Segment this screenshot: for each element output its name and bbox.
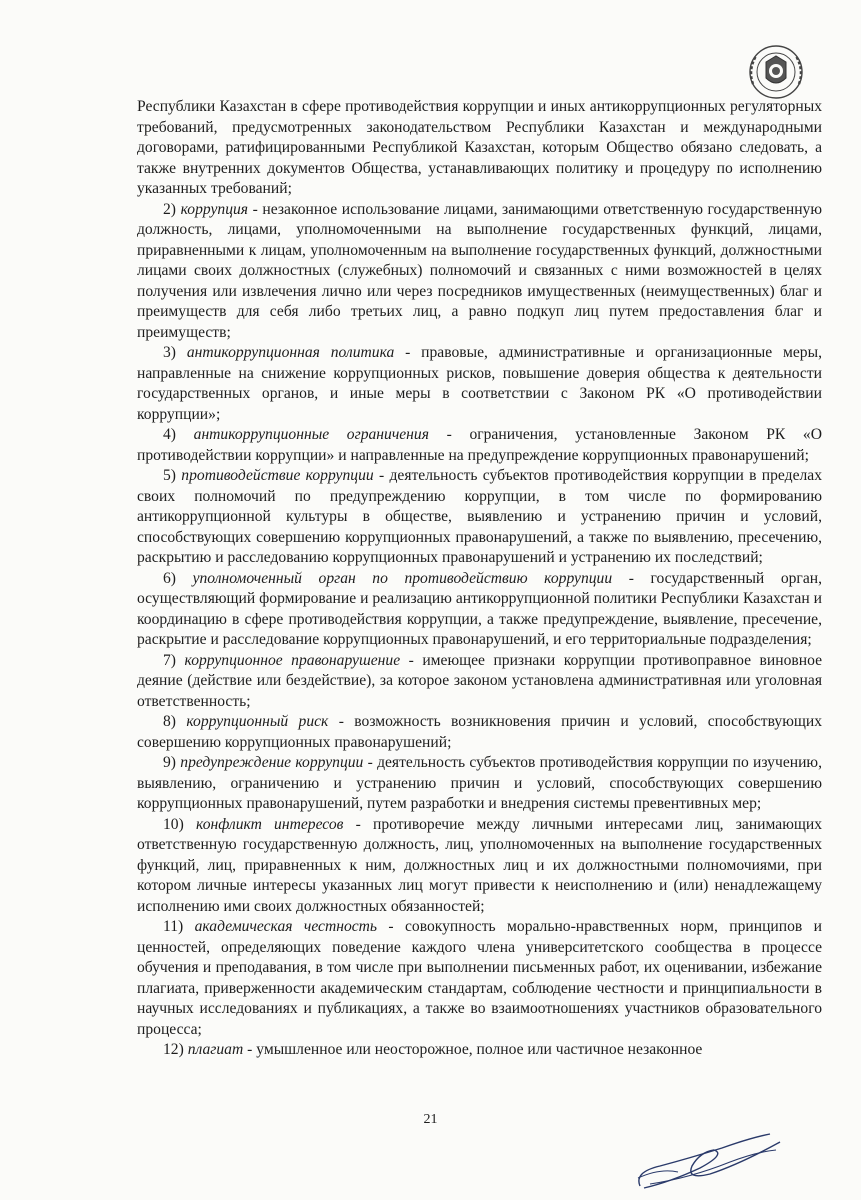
handwritten-signature bbox=[630, 1128, 790, 1194]
definition-text: незаконное использование лицами, занимающими ответственную государственную должность, лицами, уполномоченными на выполнение государственных функций, лицами, приравненными к лицам, уполномоченным на выполнение государственных функций, должностными лицами своих должностных (служебных) полномочий и связанных с ними возможностей в целях получения или извлечения лично или через посредников имущественных (неимущественных) благ и преимуществ для себя либо третьих лиц, а равно подкуп лиц путем предоставления благ и преимуществ; bbox=[137, 200, 822, 341]
definition-item: 2) коррупция - незаконное использование лицами, занимающими ответственную государственную должность, лицами, уполномоченными на выполнение государственных функций, лицами, приравненными к лицам, уполномоченным на выполнение государственных функций, должностными лицами своих должностных (служебных) полномочий и связанных с ними возможностей в целях получения или извлечения лично или через посредников имущественных (неимущественных) благ и преимуществ для себя либо третьих лиц, а равно подкуп лиц путем предоставления благ и преимуществ; bbox=[137, 200, 822, 341]
definition-number: 12) bbox=[163, 1041, 184, 1058]
definition-term: академическая честность bbox=[194, 918, 378, 935]
definition-number: 5) bbox=[163, 467, 176, 484]
definition-item: 5) противодействие коррупции - деятельность субъектов противодействия коррупции в пределах своих полномочий по предупреждению коррупции, в том числе по формированию антикоррупционной культуры в обществе, выявлению и устранению причин и условий, способствующих совершению коррупционных правонарушений, а также по выявлению, пресечению, раскрытию и расследованию коррупционных правонарушений и устранению их последствий; bbox=[137, 467, 822, 566]
definition-term: предупреждение коррупции bbox=[180, 754, 364, 771]
definition-item: 10) конфликт интересов - противоречие между личными интересами лиц, занимающих ответственную государственную должность, лиц, уполномоченных на выполнение государственных функций, лиц, приравненных к ним, должностных лиц и их должностными полномочиями, при котором личные интересы указанных лиц могут привести к неисполнению и (или) ненадлежащему исполнению ими своих должностных обязанностей; bbox=[137, 815, 823, 915]
definition-text: противоречие между личными интересами лиц, занимающих ответственную государственную должность, лиц, уполномоченных на выполнение государственных функций, лиц, приравненных к ним, должностных лиц и их должностными полномочиями, при котором личные интересы указанных лиц могут привести к неисполнению и (или) ненадлежащему исполнению ими своих должностных обязанностей; bbox=[137, 815, 823, 915]
definition-term: уполномоченный орган по противодействию коррупции bbox=[192, 569, 613, 587]
definition-text: государственный орган, осуществляющий формирование и реализацию антикоррупционной политики Республики Казахстан и координацию в сфере противодействия коррупции, а также предупреждение, выявление, пресечение, раскрытие и расследование коррупционных правонарушений, и его территориальные подразделения; bbox=[137, 569, 822, 648]
definition-item: 12) плагиат - умышленное или неосторожное, полное или частичное незаконное bbox=[163, 1041, 703, 1058]
definition-number: 6) bbox=[163, 569, 176, 587]
definition-number: 2) bbox=[163, 200, 176, 218]
definition-text: совокупность морально-нравственных норм, принципов и ценностей, определяющих поведение каждого члена университетского сообщества в процессе обучения и преподавания, в том числе при выполнении письменных работ, их оценивании, избежание плагиата, приверженности академическим стандартам, соблюдение честности и принципиальности в научных исследованиях и публикациях, а также во взаимоотношениях участников образовательного процесса; bbox=[137, 918, 822, 1038]
definitions-list bbox=[137, 200, 822, 1061]
definition-text: умышленное или неосторожное, полное или частичное незаконное bbox=[256, 1041, 703, 1058]
definition-item: 3) антикоррупционная политика - правовые, административные и организационные меры, направленные на снижение коррупционных рисков, повышение доверия общества к деятельности государственных органов, и иные меры в соответствии с Законом РК «О противодействии коррупции»; bbox=[137, 344, 822, 423]
definition-text: деятельность субъектов противодействия коррупции в пределах своих полномочий по предупреждению коррупции, в том числе по формированию антикоррупционной культуры в обществе, выявлению и устранению причин и условий, способствующих совершению коррупционных правонарушений, а также по выявлению, пресечению, раскрытию и расследованию коррупционных правонарушений и устранению их последствий; bbox=[137, 467, 822, 566]
definition-text: ограничения, установленные Законом РК «О противодействии коррупции» и направленные на предупреждение коррупционных правонарушений; bbox=[137, 426, 822, 464]
definition-text: деятельность субъектов противодействия коррупции по изучению, выявлению, ограничению и устранению причин и условий, способствующих совершению коррупционных правонарушений, путем разработки и внедрения системы превентивных мер; bbox=[137, 754, 822, 812]
intro-paragraph: Республики Казахстан в сфере противодействия коррупции и иных антикоррупционных регуляторных требований, предусмотренных законодательством Республики Казахстан и международными договорами, ратифицированными Республикой Казахстан, которым Общество обязано следовать, а также внутренних документов Общества, устанавливающих политику и процедуру по исполнению указанных требований; bbox=[137, 98, 822, 197]
definition-term: коррупционный риск bbox=[186, 713, 329, 730]
definition-term: конфликт интересов bbox=[196, 815, 344, 833]
definition-number: 8) bbox=[163, 713, 176, 730]
university-seal-logo bbox=[744, 40, 808, 104]
definition-number: 4) bbox=[163, 426, 176, 443]
definition-term: противодействие коррупции bbox=[181, 467, 374, 484]
definition-text: правовые, административные и организационные меры, направленные на снижение коррупционных рисков, повышение доверия общества к деятельности государственных органов, и иные меры в соответствии с Законом РК «О противодействии коррупции»; bbox=[137, 344, 822, 423]
definition-item: 7) коррупционное правонарушение - имеющее признаки коррупции противоправное виновное деяние (действие или бездействие), за которое законом установлена административная или уголовная ответственность; bbox=[137, 651, 822, 710]
definition-item: 9) предупреждение коррупции - деятельность субъектов противодействия коррупции по изучению, выявлению, ограничению и устранению причин и условий, способствующих совершению коррупционных правонарушений, путем разработки и внедрения системы превентивных мер; bbox=[137, 754, 822, 812]
definition-term: антикоррупционная политика bbox=[186, 344, 395, 361]
document-body bbox=[137, 97, 822, 1061]
definition-term: антикоррупционные ограничения bbox=[193, 426, 429, 443]
definition-item: 6) уполномоченный орган по противодействию коррупции - государственный орган, осуществляющий формирование и реализацию антикоррупционной политики Республики Казахстан и координацию в сфере противодействия коррупции, а также предупреждение, выявление, пресечение, раскрытие и расследование коррупционных правонарушений, и его территориальные подразделения; bbox=[137, 569, 822, 648]
definition-text: возможность возникновения причин и условий, способствующих совершению коррупционных правонарушений; bbox=[137, 713, 822, 751]
definition-term: плагиат bbox=[187, 1041, 244, 1058]
definition-text: имеющее признаки коррупции противоправное виновное деяние (действие или бездействие), за которое законом установлена административная или уголовная ответственность; bbox=[137, 651, 822, 710]
definition-number: 11) bbox=[163, 918, 184, 935]
definition-term: коррупционное правонарушение bbox=[184, 651, 401, 669]
definition-number: 3) bbox=[163, 344, 176, 361]
page-number: 21 bbox=[423, 1112, 438, 1127]
definition-term: коррупция bbox=[180, 200, 249, 218]
definition-item: 4) антикоррупционные ограничения - ограничения, установленные Законом РК «О противодействии коррупции» и направленные на предупреждение коррупционных правонарушений; bbox=[137, 426, 822, 464]
definition-number: 10) bbox=[163, 815, 184, 833]
definition-item: 8) коррупционный риск - возможность возникновения причин и условий, способствующих совершению коррупционных правонарушений; bbox=[137, 713, 822, 751]
definition-number: 9) bbox=[163, 754, 176, 771]
definition-item: 11) академическая честность - совокупность морально-нравственных норм, принципов и ценностей, определяющих поведение каждого члена университетского сообщества в процессе обучения и преподавания, в том числе при выполнении письменных работ, их оценивании, избежание плагиата, приверженности академическим стандартам, соблюдение честности и принципиальности в научных исследованиях и публикациях, а также во взаимоотношениях участников образовательного процесса; bbox=[137, 918, 822, 1038]
definition-number: 7) bbox=[163, 651, 176, 669]
